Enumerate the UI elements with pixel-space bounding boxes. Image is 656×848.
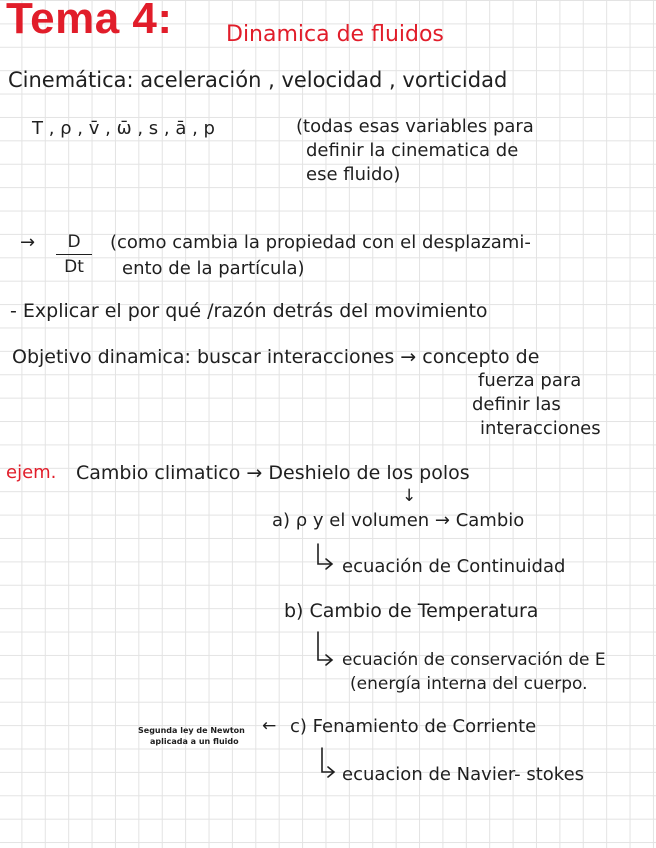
item-b-result-2: (energía interna del cuerpo. (350, 674, 588, 694)
down-arrow: ↓ (402, 486, 417, 506)
objective-cont-1: fuerza para (478, 370, 582, 391)
variables-note-3: ese fluido) (306, 164, 401, 185)
variables-list: T , ρ , v̄ , ω̄ , s , ā , p (32, 118, 215, 139)
page-title: Tema 4: (6, 0, 173, 43)
item-c-note-2: aplicada a un fluido (150, 737, 239, 746)
derivative-denominator: Dt (64, 257, 84, 277)
derivative-note-2: ento de la partícula) (122, 258, 305, 279)
item-b-result: ecuación de conservación de E (342, 650, 606, 670)
objective-cont-2: definir las (472, 394, 561, 415)
item-a-result: ecuación de Continuidad (342, 556, 566, 577)
item-a: a) ρ y el volumen → Cambio (272, 510, 525, 531)
explain-line: - Explicar el por qué /razón detrás del movimiento (10, 300, 488, 322)
page-subtitle: Dinamica de fluidos (226, 22, 444, 47)
item-b: b) Cambio de Temperatura (284, 600, 539, 622)
example-label: ejem. (6, 462, 57, 483)
hook-arrow-c (322, 748, 334, 777)
derivative-numerator: D (67, 232, 81, 252)
example-line: Cambio climatico → Deshielo de los polos (76, 462, 470, 484)
item-c-note-1: Segunda ley de Newton (138, 726, 245, 735)
derivative-note-1: (como cambia la propiedad con el desplazami- (110, 232, 531, 253)
objective-cont-3: interacciones (480, 418, 601, 439)
item-c-arrow: ← (262, 716, 277, 736)
kinematics-line: Cinemática: aceleración , velocidad , vorticidad (8, 68, 508, 92)
item-c-result: ecuacion de Navier- stokes (342, 764, 585, 785)
derivative-arrow: → (20, 232, 36, 253)
hook-arrow-b (318, 632, 332, 665)
item-c: c) Fenamiento de Corriente (290, 716, 537, 737)
variables-note-1: (todas esas variables para (296, 116, 534, 137)
objective-line: Objetivo dinamica: buscar interacciones → concepto de (12, 346, 540, 368)
variables-note-2: definir la cinematica de (306, 140, 519, 161)
hook-arrow-a (318, 544, 332, 569)
